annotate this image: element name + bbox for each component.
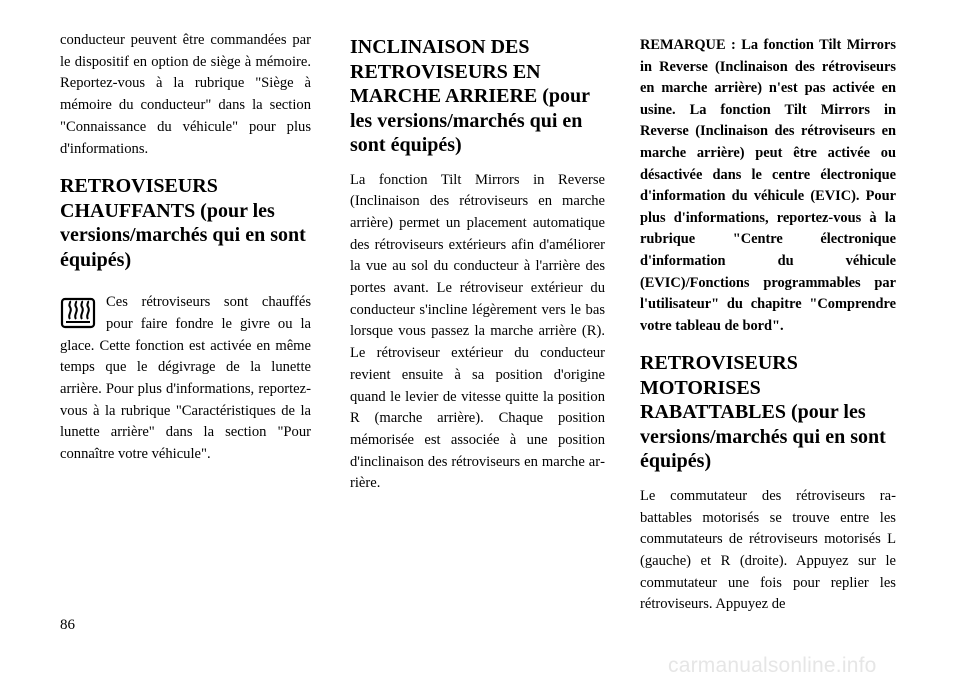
heated-mirrors-section: [60, 292, 311, 466]
left-column: [60, 30, 311, 466]
watermark: carmanualsonline.info: [668, 654, 877, 677]
tilt-mirrors-heading: INCLINAISON DES RETROVISEURS EN MARCHE ARRIERE (pour les versions/marchés qui en sont équipés): [350, 36, 590, 156]
intro-paragraph: conducteur peuvent être commandées par le dispositif en option de siège à mémoire. Reportez-vous à la rubrique "Siège à mémoire du conducteur" dans la section "Connaissance du véhicule" pour plus d'informations.: [60, 32, 311, 157]
heated-mirrors-paragraph: Ces rétroviseurs sont chauffés pour faire fondre le givre ou la glace. Cette fonction est activée en même temps que le dégivrage de la lunette arrière. Pour plus d'informations, reportez-vous à la rubrique "Caractéristiques de la lunette arrière" dans la section "Pour connaître votre véhicule".: [60, 294, 311, 463]
page-number: 86: [60, 617, 75, 633]
tilt-mirrors-paragraph: La fonction Tilt Mirrors in Reverse (Inclinaison des rétroviseurs en marche arrière) permet un placement automatique des rétroviseurs extérieurs afin d'améliorer la vue au sol du conducteur à l'arrière des portes avant. Le rétroviseur extérieur du conducteur s'incline légèrement vers le bas lorsque vous passez la marche arrière (R). Le rétroviseur extérieur du conducteur revient ensuite à sa position d'origine quand le levier de vitesse quitte la position R (marche arrière). Chaque position mémorisée est associée à une position d'inclinaison des rétroviseurs en marche arrière.: [350, 171, 605, 492]
rear-defroster-icon: [60, 295, 96, 331]
folding-mirrors-heading: RETROVISEURS MOTORISES RABATTABLES (pour les versions/marchés qui en sont équipés): [640, 352, 886, 473]
folding-mirrors-paragraph: Le commutateur des rétroviseurs rabattables motorisés se trouve entre les commutateurs de rétroviseurs motorisés L (gauche) et R (droite). Appuyez sur le commutateur une fois pour replier les rétroviseurs. Appuyez de: [640, 487, 896, 613]
middle-column: [350, 35, 605, 495]
right-column: [640, 35, 896, 616]
heated-mirrors-heading: RETROVISEURS CHAUFFANTS (pour les versions/marchés qui en sont équipés): [60, 175, 306, 271]
remark-note: REMARQUE : La fonction Tilt Mirrors in Reverse (Inclinaison des rétroviseurs en marche arrière) n'est pas activée en usine. La fonction Tilt Mirrors in Reverse (Inclinaison des rétroviseurs en marche arrière) peut être activée ou désactivée dans le centre électronique d'information du véhicule (EVIC). Pour plus d'informations, reportez-vous à la rubrique "Centre électronique d'information du véhicule (EVIC)/Fonctions programmables par l'utilisateur" du chapitre "Comprendre votre tableau de bord".: [640, 37, 896, 334]
